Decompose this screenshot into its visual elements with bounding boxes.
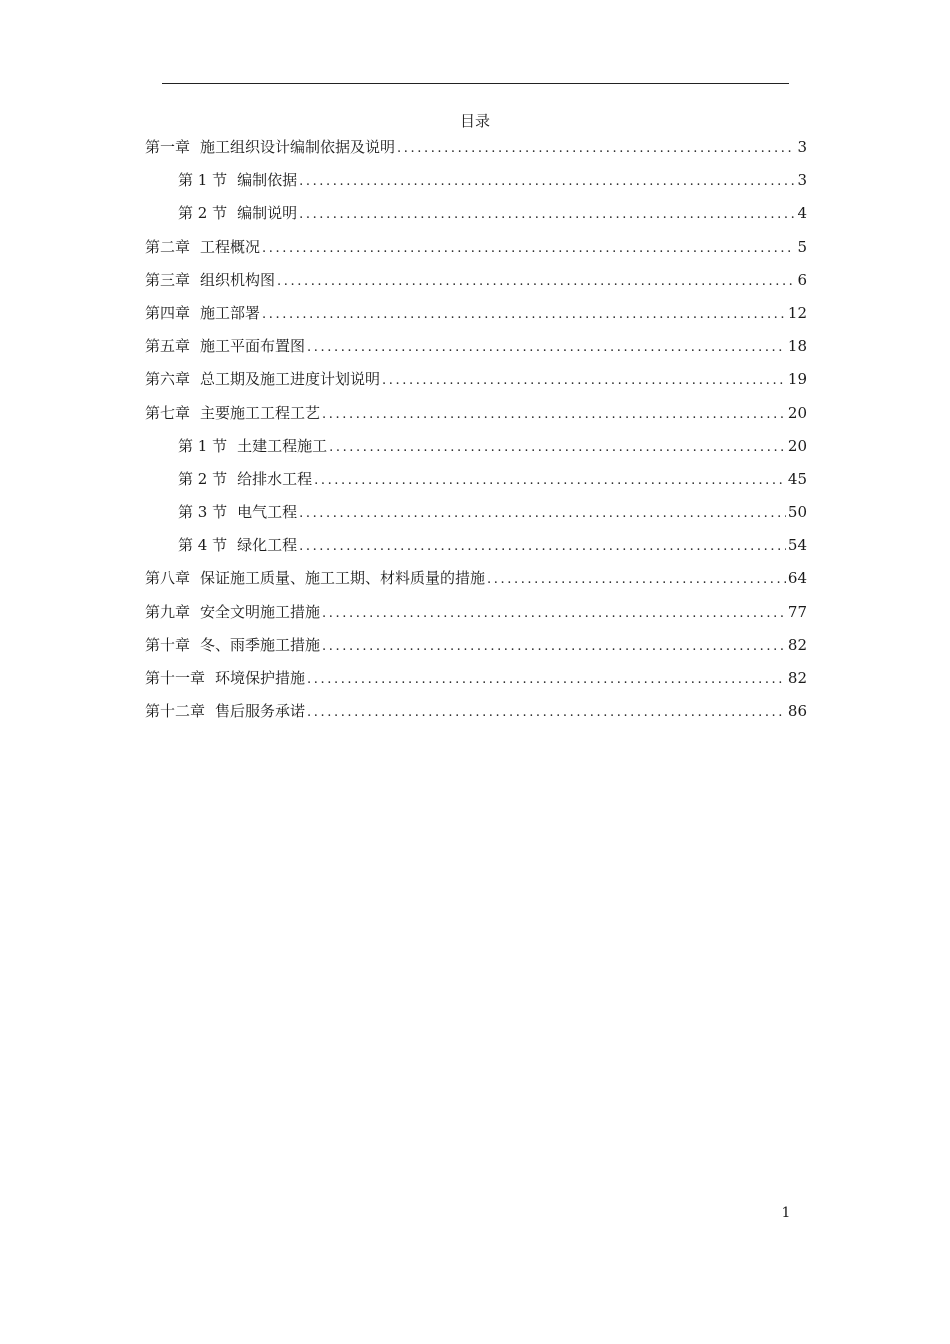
toc-chapter-entry[interactable]: [145, 402, 807, 435]
toc-dot-leader: [307, 337, 786, 359]
toc-chapter-entry[interactable]: [145, 236, 807, 269]
toc-entry-title: 编制依据: [237, 171, 298, 190]
toc-entry-page: 4: [797, 204, 807, 223]
toc-entry-title: 组织机构图: [200, 270, 276, 289]
toc-section-entry[interactable]: [145, 534, 807, 567]
toc-entry-number: 第三章: [145, 270, 191, 289]
toc-dot-leader: [262, 238, 795, 260]
toc-chapter-entry[interactable]: [145, 567, 807, 600]
header-rule: [162, 83, 789, 84]
toc-entry-number: 第十章: [145, 635, 191, 654]
toc-entry-title: 主要施工工程工艺: [200, 403, 321, 422]
toc-entry-page: 18: [787, 337, 807, 356]
toc-entry-title: 总工期及施工进度计划说明: [200, 370, 381, 389]
toc-dot-leader: [329, 437, 786, 459]
toc-dot-leader: [307, 669, 786, 691]
toc-entry-number: 第十二章: [145, 702, 206, 721]
toc-entry-title: 施工平面布置图: [200, 337, 306, 356]
toc-dot-leader: [277, 271, 795, 293]
toc-entry-page: 3: [797, 171, 807, 190]
toc-dot-leader: [382, 370, 786, 392]
toc-entry-title: 保证施工质量、施工工期、材料质量的措施: [200, 569, 486, 588]
toc-entry-number: 第六章: [145, 370, 191, 389]
toc-dot-leader: [262, 304, 786, 326]
toc-entry-page: 64: [787, 569, 807, 588]
toc-entry-number: 第二章: [145, 237, 191, 256]
toc-entry-number: 第 4 节: [178, 536, 228, 555]
page-number: 1: [781, 1205, 791, 1221]
toc-entry-title: 编制说明: [237, 204, 298, 223]
toc-entry-page: 3: [797, 138, 807, 156]
toc-dot-leader: [322, 603, 786, 625]
toc-entry-title: 绿化工程: [237, 536, 298, 555]
toc-entry-number: 第十一章: [145, 669, 206, 687]
toc-entry-page: 54: [787, 536, 807, 555]
toc-entry-page: 50: [787, 503, 807, 522]
toc-entry-page: 5: [797, 237, 807, 256]
toc-entry-page: 77: [787, 602, 807, 621]
toc-entry-title: 安全文明施工措施: [200, 602, 321, 621]
toc-section-entry[interactable]: [145, 501, 807, 534]
toc-entry-page: 20: [787, 436, 807, 455]
toc-entry-page: 45: [787, 469, 807, 488]
toc-entry-page: 86: [787, 702, 807, 721]
toc-entry-title: 电气工程: [237, 503, 298, 522]
toc-chapter-entry[interactable]: [145, 601, 807, 634]
toc-entry-number: 第五章: [145, 337, 191, 356]
toc-entry-number: 第八章: [145, 569, 191, 588]
toc-entry-title: 施工部署: [200, 303, 261, 322]
toc-chapter-entry[interactable]: [145, 700, 807, 733]
toc-dot-leader: [487, 569, 786, 591]
toc-entry-title: 土建工程施工: [237, 436, 328, 455]
toc-chapter-entry[interactable]: [145, 634, 807, 667]
toc-chapter-entry[interactable]: [145, 667, 807, 700]
toc-entry-number: 第七章: [145, 403, 191, 422]
toc-entry-page: 20: [787, 403, 807, 422]
toc-entry-title: 冬、雨季施工措施: [200, 635, 321, 654]
toc-entry-number: 第 1 节: [178, 436, 228, 455]
toc-chapter-entry[interactable]: [145, 269, 807, 302]
toc-entry-title: 售后服务承诺: [215, 702, 306, 721]
toc-entry-title: 给排水工程: [237, 469, 313, 488]
toc-entry-number: 第一章: [145, 138, 191, 156]
toc-chapter-entry[interactable]: [145, 302, 807, 335]
toc-entry-page: 82: [787, 635, 807, 654]
toc-section-entry[interactable]: [145, 435, 807, 468]
toc-entry-number: 第九章: [145, 602, 191, 621]
toc-entry-number: 第 1 节: [178, 171, 228, 190]
toc-list: [145, 136, 807, 733]
toc-dot-leader: [314, 470, 786, 492]
toc-entry-page: 12: [787, 303, 807, 322]
toc-dot-leader: [299, 503, 786, 525]
toc-section-entry[interactable]: [145, 169, 807, 202]
toc-entry-number: 第 2 节: [178, 469, 228, 488]
toc-section-entry[interactable]: [145, 468, 807, 501]
toc-entry-title: 施工组织设计编制依据及说明: [200, 138, 396, 156]
toc-chapter-entry[interactable]: [145, 368, 807, 401]
toc-chapter-entry[interactable]: [145, 335, 807, 368]
toc-entry-number: 第 3 节: [178, 503, 228, 522]
toc-entry-number: 第四章: [145, 303, 191, 322]
toc-dot-leader: [322, 636, 786, 658]
toc-dot-leader: [307, 702, 786, 724]
toc-entry-page: 6: [797, 270, 807, 289]
toc-chapter-entry[interactable]: [145, 136, 807, 169]
toc-entry-title: 环境保护措施: [215, 669, 306, 687]
toc-dot-leader: [397, 138, 795, 160]
toc-dot-leader: [322, 404, 786, 426]
toc-entry-number: 第 2 节: [178, 204, 228, 223]
toc-dot-leader: [299, 204, 795, 226]
toc-entry-page: 19: [787, 370, 807, 389]
toc-title: 目录: [459, 112, 490, 130]
toc-section-entry[interactable]: [145, 202, 807, 235]
toc-entry-title: 工程概况: [200, 237, 261, 256]
toc-entry-page: 82: [787, 669, 807, 687]
toc-dot-leader: [299, 536, 786, 558]
toc-dot-leader: [299, 171, 795, 193]
